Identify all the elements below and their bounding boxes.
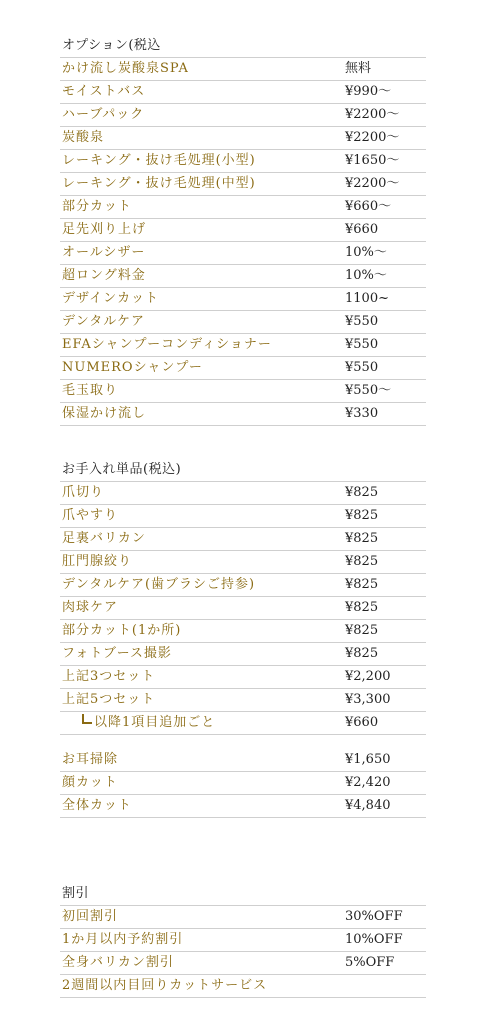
table-row	[60, 311, 426, 334]
table-row	[60, 357, 426, 380]
item-price: ¥660	[345, 715, 379, 730]
table-row	[60, 265, 426, 288]
discount-section	[60, 883, 426, 998]
options-section	[60, 35, 426, 426]
options-title: オプション(税込	[60, 35, 426, 58]
item-price: ¥1650〜	[345, 153, 400, 168]
table-row	[60, 551, 426, 574]
item-price: ¥825	[345, 600, 379, 615]
item-price: ¥825	[345, 485, 379, 500]
item-label: かけ流し炭酸泉SPA	[62, 61, 189, 76]
item-label: 上記3つセット	[62, 669, 156, 684]
item-price: 無料	[345, 61, 372, 76]
item-price: ¥825	[345, 577, 379, 592]
item-label: NUMEROシャンプー	[62, 360, 203, 375]
table-row	[60, 772, 426, 795]
table-row	[60, 975, 426, 998]
item-price: ¥550	[345, 337, 379, 352]
table-row	[60, 906, 426, 929]
item-discount: 5%OFF	[345, 955, 395, 970]
item-label: 部分カット	[62, 199, 132, 214]
table-row	[60, 929, 426, 952]
item-label: 全身バリカン割引	[62, 955, 174, 970]
table-row	[60, 574, 426, 597]
item-price: ¥825	[345, 508, 379, 523]
table-row	[60, 643, 426, 666]
item-price: ¥825	[345, 554, 379, 569]
item-label: 超ロング料金	[62, 268, 146, 283]
item-label: 爪切り	[62, 485, 105, 500]
item-label: 保湿かけ流し	[62, 406, 147, 421]
table-row	[60, 620, 426, 643]
table-row	[60, 288, 426, 311]
table-row	[60, 528, 426, 551]
table-row	[60, 242, 426, 265]
table-row	[60, 150, 426, 173]
table-row	[60, 597, 426, 620]
table-row	[60, 219, 426, 242]
sub-item-text: 以降1項目追加ごと	[94, 715, 216, 730]
item-label: レーキング・抜け毛処理(小型)	[62, 153, 256, 168]
item-label: 初回割引	[62, 909, 119, 924]
item-price: ¥4,840	[345, 798, 391, 813]
item-price: ¥2,200	[345, 669, 391, 684]
item-label: 部分カット(1か所)	[62, 623, 182, 638]
item-label: モイストバス	[62, 84, 146, 99]
corner-arrow-icon	[82, 714, 92, 724]
item-price: ¥550	[345, 314, 379, 329]
item-label: EFAシャンプーコンディショナー	[62, 337, 272, 352]
item-price: ¥3,300	[345, 692, 391, 707]
item-label: 全体カット	[62, 798, 132, 813]
item-label: 1か月以内予約割引	[62, 932, 184, 947]
discount-title: 割引	[60, 883, 426, 906]
table-row	[60, 403, 426, 426]
item-label: 爪やすり	[62, 508, 119, 523]
item-price: 10%〜	[345, 268, 387, 283]
item-label: 毛玉取り	[62, 383, 119, 398]
table-row	[60, 173, 426, 196]
table-row	[60, 482, 426, 505]
table-row	[60, 196, 426, 219]
item-label: オールシザー	[62, 245, 146, 260]
table-row	[60, 666, 426, 689]
item-label: 炭酸泉	[62, 130, 105, 145]
care-title: お手入れ単品(税込)	[60, 459, 426, 482]
item-price: ¥2200〜	[345, 176, 400, 191]
table-row	[60, 380, 426, 403]
table-row	[60, 749, 426, 772]
item-label: デンタルケア(歯ブラシご持参)	[62, 577, 256, 592]
item-label: ハーブパック	[62, 107, 145, 122]
table-row	[60, 58, 426, 81]
item-price: ¥550〜	[345, 383, 392, 398]
item-label: 足裏バリカン	[62, 531, 146, 546]
item-label: 肛門腺絞り	[62, 554, 133, 569]
item-price: ¥2,420	[345, 775, 391, 790]
table-row	[60, 104, 426, 127]
item-price: ¥990〜	[345, 84, 392, 99]
item-price: ¥825	[345, 623, 379, 638]
item-price: 10%〜	[345, 245, 387, 260]
item-label: お耳掃除	[62, 752, 119, 767]
item-price: ¥660	[345, 222, 379, 237]
item-label: 上記5つセット	[62, 692, 156, 707]
item-discount: 30%OFF	[345, 909, 403, 924]
item-label: 顔カット	[62, 775, 118, 790]
item-price: ¥330	[345, 406, 379, 421]
item-price: ¥550	[345, 360, 379, 375]
table-row	[60, 689, 426, 712]
table-row	[60, 334, 426, 357]
item-label: フォトブース撮影	[62, 646, 172, 661]
item-label	[82, 712, 215, 734]
item-price: ¥1,650	[345, 752, 391, 767]
item-label: 肉球ケア	[62, 600, 119, 615]
item-price: ¥825	[345, 646, 379, 661]
extra-section	[60, 749, 426, 818]
care-section	[60, 459, 426, 735]
item-label: デンタルケア	[62, 314, 145, 329]
table-row	[60, 795, 426, 818]
item-price: ¥2200〜	[345, 107, 400, 122]
table-row	[60, 712, 426, 735]
item-label: 2週間以内目回りカットサービス	[62, 978, 268, 993]
item-price: 1100~	[345, 291, 389, 306]
table-row	[60, 127, 426, 150]
item-price: ¥825	[345, 531, 379, 546]
item-price: ¥2200〜	[345, 130, 400, 145]
item-price: ¥660〜	[345, 199, 392, 214]
item-label: 足先刈り上げ	[62, 222, 147, 237]
table-row	[60, 952, 426, 975]
table-row	[60, 505, 426, 528]
item-label: デザインカット	[62, 291, 159, 306]
item-discount: 10%OFF	[345, 932, 403, 947]
table-row	[60, 81, 426, 104]
item-label: レーキング・抜け毛処理(中型)	[62, 176, 256, 191]
